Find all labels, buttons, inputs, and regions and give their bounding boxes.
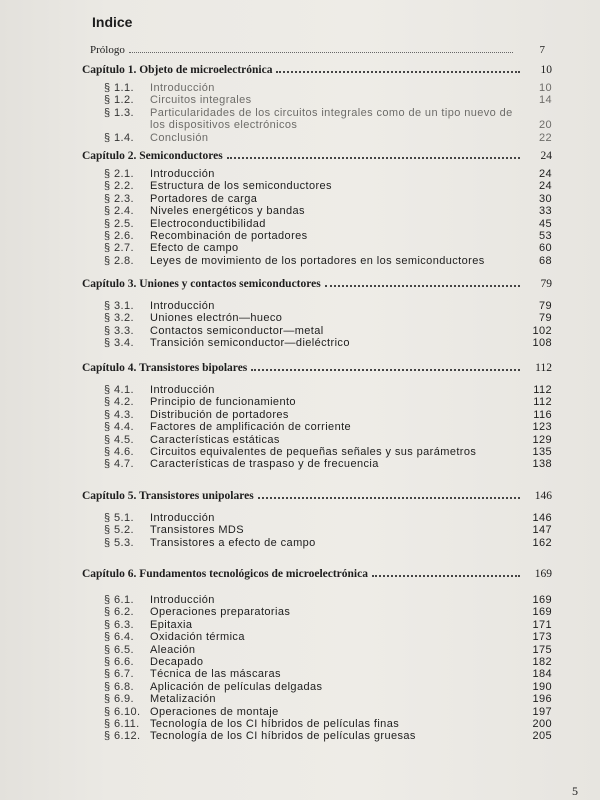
section-page: 108 xyxy=(532,337,552,350)
toc-entry xyxy=(82,718,552,730)
toc-entry xyxy=(82,255,552,267)
section-title: Técnica de las máscaras xyxy=(150,668,281,681)
section-title: Circuitos equivalentes de pequeñas señales y sus parámetros xyxy=(150,446,477,459)
section-page: 22 xyxy=(538,131,552,144)
section-title: Leyes de movimiento de los portadores en los semiconductores xyxy=(150,254,485,267)
section-page: 79 xyxy=(538,312,552,325)
section-title: Portadores de carga xyxy=(150,192,258,205)
toc-entry xyxy=(82,205,552,217)
section-title: Aleación xyxy=(150,643,196,656)
toc-entry xyxy=(82,168,552,180)
toc-entry xyxy=(82,421,552,433)
section-number: § 6.5. xyxy=(104,643,134,656)
section-title: Niveles energéticos y bandas xyxy=(150,205,305,218)
section-title: Introducción xyxy=(150,82,215,94)
toc-entry xyxy=(82,512,552,524)
section-number: § 2.4. xyxy=(104,205,134,218)
section-number: § 2.6. xyxy=(104,230,134,243)
chapter-1 xyxy=(82,64,552,144)
section-title: Introducción xyxy=(150,300,215,312)
page-title: Indice xyxy=(92,14,133,30)
toc-entry xyxy=(82,594,552,606)
chapter-page: 112 xyxy=(535,362,552,374)
section-number: § 1.3. xyxy=(104,106,134,119)
chapter-heading xyxy=(82,150,552,168)
toc-entry xyxy=(82,693,552,705)
section-page: 53 xyxy=(538,230,552,243)
toc-entry xyxy=(82,606,552,618)
section-page: 123 xyxy=(532,421,552,434)
section-page: 135 xyxy=(532,446,552,459)
section-number: § 6.2. xyxy=(104,606,134,619)
section-number: § 4.1. xyxy=(104,384,134,396)
toc-entry xyxy=(82,312,552,324)
section-title: Operaciones de montaje xyxy=(150,705,279,718)
prologue-label: Prólogo xyxy=(90,44,125,56)
chapter-title: Capítulo 2. Semiconductores xyxy=(82,150,223,162)
section-title: Introducción xyxy=(150,594,215,606)
page-number: 5 xyxy=(572,784,578,798)
section-page: 205 xyxy=(532,730,552,743)
section-number: § 6.9. xyxy=(104,693,134,706)
section-title: Metalización xyxy=(150,693,216,706)
toc-entry xyxy=(82,668,552,680)
chapter-6 xyxy=(82,568,552,743)
section-title: Decapado xyxy=(150,656,204,669)
section-number: § 6.4. xyxy=(104,631,134,644)
toc-entry xyxy=(82,107,552,132)
section-page: 196 xyxy=(532,693,552,706)
chapter-title: Capítulo 3. Uniones y contactos semiconductores xyxy=(82,278,321,290)
section-number: § 2.5. xyxy=(104,217,134,230)
section-number: § 1.2. xyxy=(104,94,134,107)
toc-entry xyxy=(82,458,552,470)
section-page: 171 xyxy=(532,618,552,631)
dot-leader xyxy=(258,497,520,499)
section-title: Electroconductibilidad xyxy=(150,217,266,230)
section-title: Aplicación de películas delgadas xyxy=(150,680,323,693)
section-page: 173 xyxy=(532,631,552,644)
toc-entry xyxy=(82,644,552,656)
toc-entry xyxy=(82,619,552,631)
chapter-4 xyxy=(82,362,552,471)
toc-entry xyxy=(82,537,552,549)
chapter-page: 79 xyxy=(540,278,552,290)
chapter-heading xyxy=(82,278,552,296)
chapter-3 xyxy=(82,278,552,350)
chapter-heading xyxy=(82,490,552,508)
chapter-title: Capítulo 1. Objeto de microelectrónica xyxy=(82,64,273,76)
chapter-5 xyxy=(82,490,552,549)
chapter-page: 146 xyxy=(534,490,552,502)
toc-entry xyxy=(82,656,552,668)
section-number: § 5.1. xyxy=(104,512,134,524)
section-page: 162 xyxy=(532,536,552,549)
section-number: § 4.5. xyxy=(104,433,134,446)
section-title: Distribución de portadores xyxy=(150,408,289,421)
toc-entry xyxy=(82,218,552,230)
section-number: § 5.3. xyxy=(104,536,134,549)
dot-leader xyxy=(227,157,520,159)
section-number: § 2.1. xyxy=(104,168,134,180)
toc-entry xyxy=(82,132,552,144)
section-number: § 2.2. xyxy=(104,180,134,193)
dot-leader xyxy=(372,575,520,577)
section-title: Transición semiconductor—dieléctrico xyxy=(150,337,350,350)
section-number: § 1.4. xyxy=(104,131,134,144)
chapter-page: 169 xyxy=(534,568,552,580)
dot-leader xyxy=(129,52,513,53)
chapter-page: 10 xyxy=(540,64,552,76)
section-title: Contactos semiconductor—metal xyxy=(150,324,324,337)
section-number: § 6.8. xyxy=(104,680,134,693)
section-page: 45 xyxy=(538,217,552,230)
section-number: § 3.2. xyxy=(104,312,134,325)
section-number: § 4.2. xyxy=(104,396,134,409)
section-page: 112 xyxy=(533,396,552,409)
section-page: 24 xyxy=(538,168,552,180)
section-title: Principio de funcionamiento xyxy=(150,396,296,409)
dot-leader xyxy=(251,369,520,371)
chapter-title: Capítulo 5. Transistores unipolares xyxy=(82,490,254,502)
section-page: 169 xyxy=(532,606,552,619)
section-title: Transistores MDS xyxy=(150,524,245,537)
toc-entry xyxy=(82,409,552,421)
toc-entry xyxy=(82,631,552,643)
section-page: 169 xyxy=(532,594,552,606)
toc-entry xyxy=(82,730,552,742)
toc-entry xyxy=(82,94,552,106)
toc-entry xyxy=(82,524,552,536)
section-page: 182 xyxy=(532,656,552,669)
section-title: Tecnología de los CI híbridos de películas gruesas xyxy=(150,730,416,743)
chapter-heading xyxy=(82,64,552,82)
section-number: § 2.8. xyxy=(104,254,134,267)
section-page: 68 xyxy=(538,254,552,267)
section-title: Estructura de los semiconductores xyxy=(150,180,332,193)
section-page: 184 xyxy=(532,668,552,681)
toc-entry xyxy=(82,706,552,718)
section-number: § 4.6. xyxy=(104,446,134,459)
section-title: Conclusión xyxy=(150,131,209,144)
section-number: § 3.4. xyxy=(104,337,134,350)
section-page: 112 xyxy=(533,384,552,396)
section-page: 116 xyxy=(533,408,552,421)
section-number: § 5.2. xyxy=(104,524,134,537)
chapter-title: Capítulo 6. Fundamentos tecnológicos de microelectrónica xyxy=(82,568,368,580)
toc-entry xyxy=(82,681,552,693)
section-number: § 2.7. xyxy=(104,242,134,255)
section-number: § 1.1. xyxy=(104,82,134,94)
section-number: § 6.12. xyxy=(104,730,141,743)
chapter-heading xyxy=(82,362,552,380)
section-title: Introducción xyxy=(150,384,215,396)
section-page: 200 xyxy=(532,718,552,731)
section-title: Epitaxia xyxy=(150,618,193,631)
section-title: Transistores a efecto de campo xyxy=(150,536,316,549)
section-page: 102 xyxy=(532,324,552,337)
section-page: 79 xyxy=(538,300,552,312)
section-page: 146 xyxy=(532,512,552,524)
section-page: 147 xyxy=(532,524,552,537)
section-page: 10 xyxy=(538,82,552,94)
section-page: 33 xyxy=(538,205,552,218)
section-number: § 2.3. xyxy=(104,192,134,205)
section-title: Factores de amplificación de corriente xyxy=(150,421,352,434)
section-number: § 3.1. xyxy=(104,300,134,312)
section-page: 197 xyxy=(532,705,552,718)
section-page: 30 xyxy=(538,192,552,205)
section-title: Particularidades de los circuitos integrales como de un tipo nuevo de los dispositivos electrónicos xyxy=(150,106,513,132)
section-title: Características estáticas xyxy=(150,433,280,446)
section-page: 190 xyxy=(532,680,552,693)
toc-entry xyxy=(82,180,552,192)
toc-entry xyxy=(82,230,552,242)
section-title: Características de traspaso y de frecuencia xyxy=(150,458,379,471)
toc-entry xyxy=(82,337,552,349)
section-number: § 6.1. xyxy=(104,594,134,606)
section-title: Circuitos integrales xyxy=(150,94,252,107)
section-number: § 6.3. xyxy=(104,618,134,631)
toc-entry xyxy=(82,242,552,254)
section-page: 60 xyxy=(538,242,552,255)
toc-entry xyxy=(82,325,552,337)
section-number: § 6.10. xyxy=(104,705,141,718)
dot-leader xyxy=(276,71,520,73)
toc-entry xyxy=(82,396,552,408)
prologue-line xyxy=(90,44,545,56)
section-number: § 6.6. xyxy=(104,656,134,669)
section-title: Introducción xyxy=(150,512,215,524)
section-page: 14 xyxy=(538,94,552,107)
section-number: § 3.3. xyxy=(104,324,134,337)
section-page: 129 xyxy=(532,433,552,446)
chapter-2 xyxy=(82,150,552,267)
section-number: § 6.7. xyxy=(104,668,134,681)
section-title: Introducción xyxy=(150,168,215,180)
section-title: Oxidación térmica xyxy=(150,631,245,644)
section-title: Recombinación de portadores xyxy=(150,230,308,243)
section-number: § 4.4. xyxy=(104,421,134,434)
section-title: Operaciones preparatorias xyxy=(150,606,291,619)
toc-entry xyxy=(82,434,552,446)
chapter-title: Capítulo 4. Transistores bipolares xyxy=(82,362,248,374)
section-title: Efecto de campo xyxy=(150,242,239,255)
section-number: § 4.7. xyxy=(104,458,134,471)
prologue-page: 7 xyxy=(539,44,545,56)
toc-entry xyxy=(82,193,552,205)
section-page: 20 xyxy=(538,119,552,132)
section-title: Tecnología de los CI híbridos de películas finas xyxy=(150,718,400,731)
toc-entry xyxy=(82,446,552,458)
chapter-heading xyxy=(82,568,552,586)
section-page: 24 xyxy=(538,180,552,193)
toc-entry xyxy=(82,82,552,94)
section-title: Uniones electrón—hueco xyxy=(150,312,283,325)
toc-entry xyxy=(82,300,552,312)
dot-leader xyxy=(325,285,520,287)
section-number: § 6.11. xyxy=(104,718,140,731)
section-page: 175 xyxy=(532,643,552,656)
chapter-page: 24 xyxy=(540,150,552,162)
section-page: 138 xyxy=(532,458,552,471)
section-number: § 4.3. xyxy=(104,408,134,421)
toc-entry xyxy=(82,384,552,396)
